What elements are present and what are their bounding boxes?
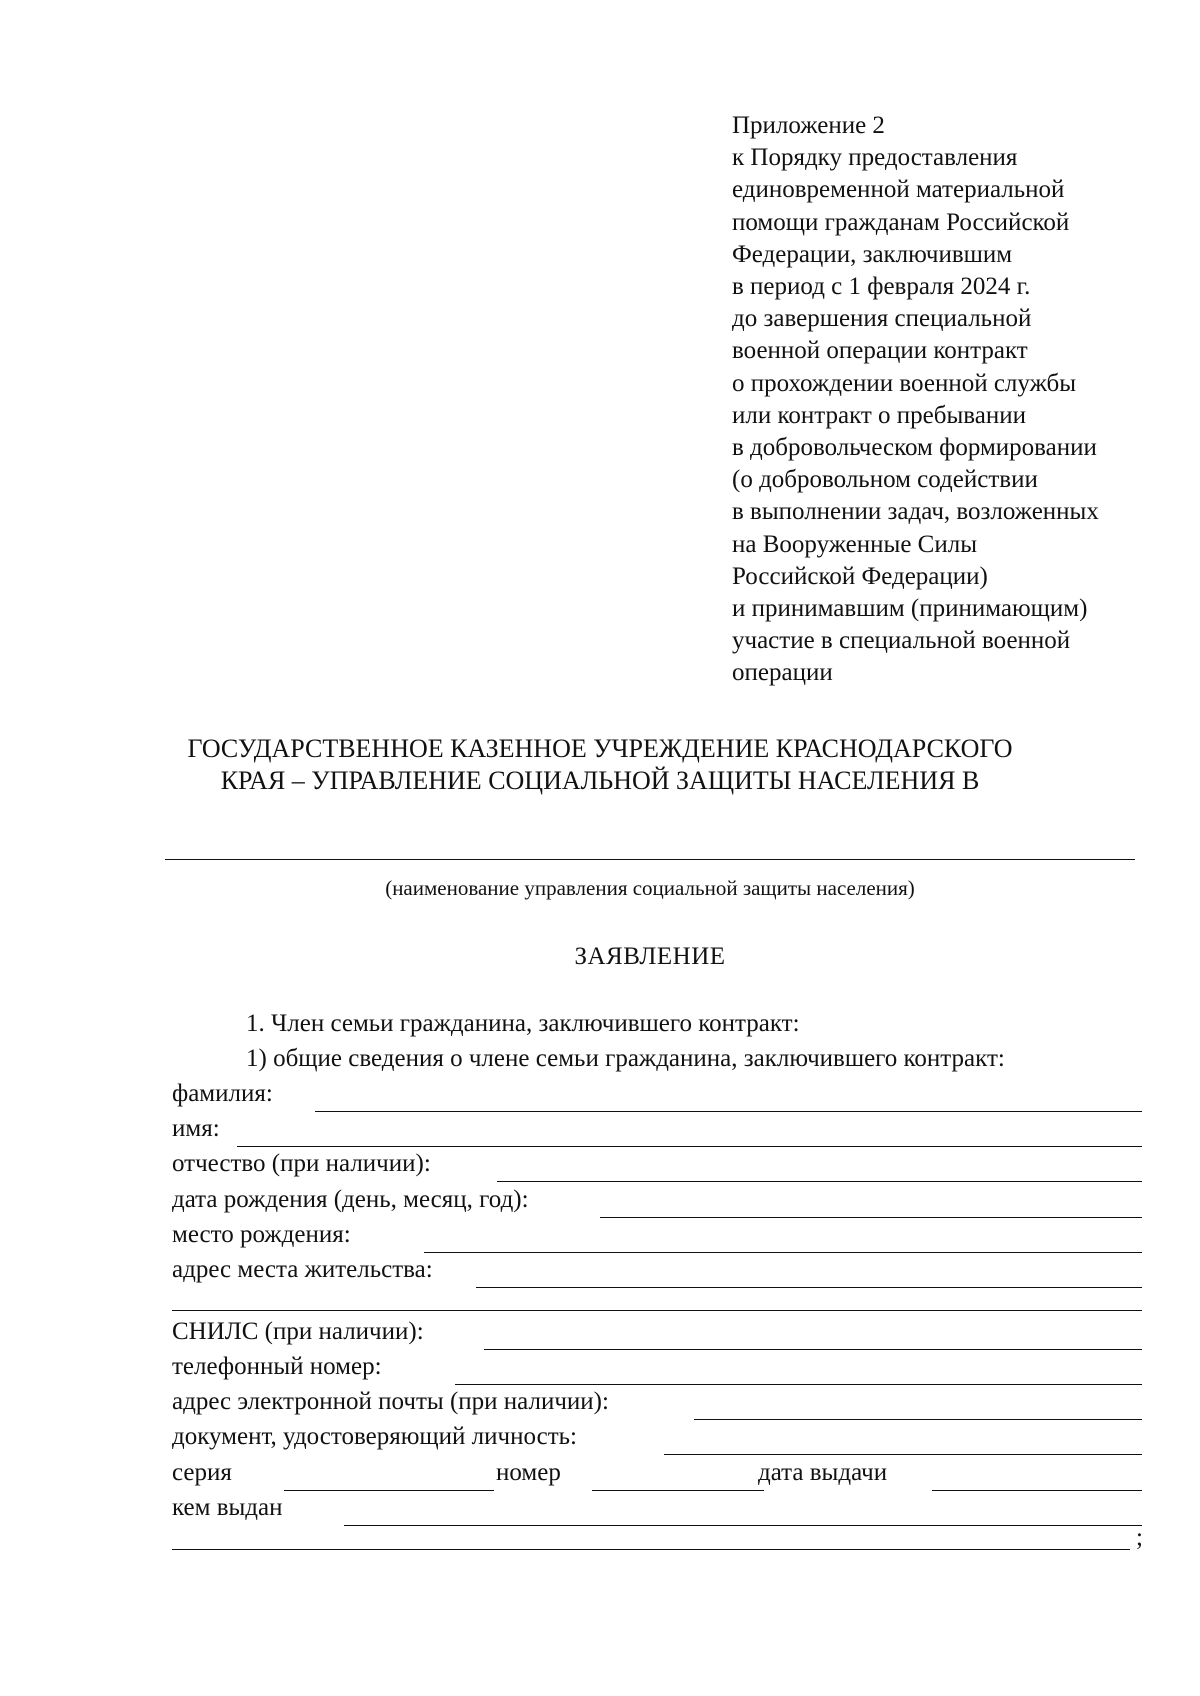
appendix-line: и принимавшим (принимающим): [732, 595, 1088, 623]
address-label: адрес места жительства:: [172, 1256, 433, 1283]
issued-by-field[interactable]: [344, 1525, 1142, 1526]
phone-row: [172, 1353, 1142, 1387]
appendix-line: (о добровольном содействии: [732, 466, 1038, 494]
issued-by-continuation[interactable]: [172, 1549, 1130, 1550]
snils-row: [172, 1318, 1142, 1352]
id-document-row: [172, 1423, 1142, 1457]
surname-field[interactable]: [315, 1111, 1142, 1112]
snils-label: СНИЛС (при наличии):: [172, 1318, 424, 1345]
org-line-1: ГОСУДАРСТВЕННОЕ КАЗЕННОЕ УЧРЕЖДЕНИЕ КРАСНОДАРСКОГО: [187, 734, 1013, 763]
appendix-line: военной операции контракт: [732, 337, 1028, 365]
section-paragraph-2: 1) общие сведения о члене семьи гражданина, заключившего контракт:: [246, 1045, 1005, 1072]
snils-field[interactable]: [484, 1349, 1142, 1350]
address-row: [172, 1256, 1142, 1290]
appendix-line: операции: [732, 659, 833, 687]
issue-date-field[interactable]: [932, 1490, 1142, 1491]
appendix-line: Федерации, заключившим: [732, 240, 1013, 268]
end-semicolon: ;: [1136, 1524, 1143, 1551]
birthplace-row: [172, 1221, 1142, 1255]
name-row: [172, 1115, 1142, 1149]
appendix-line: к Порядку предоставления: [732, 144, 1018, 172]
birthdate-label: дата рождения (день, месяц, год):: [172, 1186, 529, 1213]
phone-label: телефонный номер:: [172, 1353, 382, 1380]
org-line-2: КРАЯ – УПРАВЛЕНИЕ СОЦИАЛЬНОЙ ЗАЩИТЫ НАСЕЛЕНИЯ В: [220, 766, 980, 795]
birthplace-field[interactable]: [424, 1252, 1142, 1253]
issue-date-label: дата выдачи: [758, 1459, 888, 1486]
org-name-fill-line[interactable]: [165, 859, 1135, 860]
birthplace-label: место рождения:: [172, 1221, 351, 1248]
surname-label: фамилия:: [172, 1080, 273, 1107]
appendix-block: [732, 110, 1172, 690]
patronymic-field[interactable]: [497, 1181, 1142, 1182]
number-field[interactable]: [592, 1490, 764, 1491]
appendix-line: в период с 1 февраля 2024 г.: [732, 273, 1031, 301]
appendix-line: или контракт о пребывании: [732, 401, 1027, 429]
id-document-label: документ, удостоверяющий личность:: [172, 1423, 577, 1450]
appendix-line: участие в специальной военной: [732, 627, 1071, 655]
appendix-line: в выполнении задач, возложенных: [732, 498, 1099, 526]
appendix-line: о прохождении военной службы: [732, 369, 1077, 397]
appendix-line: в добровольческом формировании: [732, 434, 1097, 462]
issued-by-label: кем выдан: [172, 1494, 283, 1521]
patronymic-row: [172, 1150, 1142, 1184]
issued-by-row: [172, 1494, 1142, 1528]
series-field[interactable]: [284, 1490, 494, 1491]
address-field[interactable]: [476, 1287, 1142, 1288]
appendix-line: Российской Федерации): [732, 562, 988, 590]
organization-heading: [100, 733, 1100, 797]
email-field[interactable]: [694, 1419, 1142, 1420]
appendix-line: Приложение 2: [732, 112, 885, 139]
series-label: серия: [172, 1459, 232, 1486]
appendix-line: помощи гражданам Российской: [732, 208, 1070, 236]
name-field[interactable]: [237, 1146, 1142, 1147]
appendix-line: на Вооруженные Силы: [732, 530, 978, 558]
address-field-continuation[interactable]: [172, 1310, 1142, 1311]
birthdate-field[interactable]: [600, 1217, 1142, 1218]
birthdate-row: [172, 1186, 1142, 1220]
email-label: адрес электронной почты (при наличии):: [172, 1388, 609, 1415]
surname-row: [172, 1080, 1142, 1114]
id-document-field[interactable]: [664, 1454, 1142, 1455]
document-title: ЗАЯВЛЕНИЕ: [574, 943, 726, 970]
appendix-line: единовременной материальной: [732, 176, 1065, 204]
phone-field[interactable]: [455, 1384, 1142, 1385]
number-label: номер: [496, 1459, 561, 1486]
section-paragraph-1: 1. Член семьи гражданина, заключившего контракт:: [246, 1010, 800, 1037]
name-label: имя:: [172, 1115, 220, 1142]
org-name-caption: (наименование управления социальной защиты населения): [385, 876, 915, 900]
passport-row: [172, 1459, 1142, 1493]
appendix-line: до завершения специальной: [732, 305, 1032, 333]
email-row: [172, 1388, 1142, 1422]
patronymic-label: отчество (при наличии):: [172, 1150, 431, 1177]
